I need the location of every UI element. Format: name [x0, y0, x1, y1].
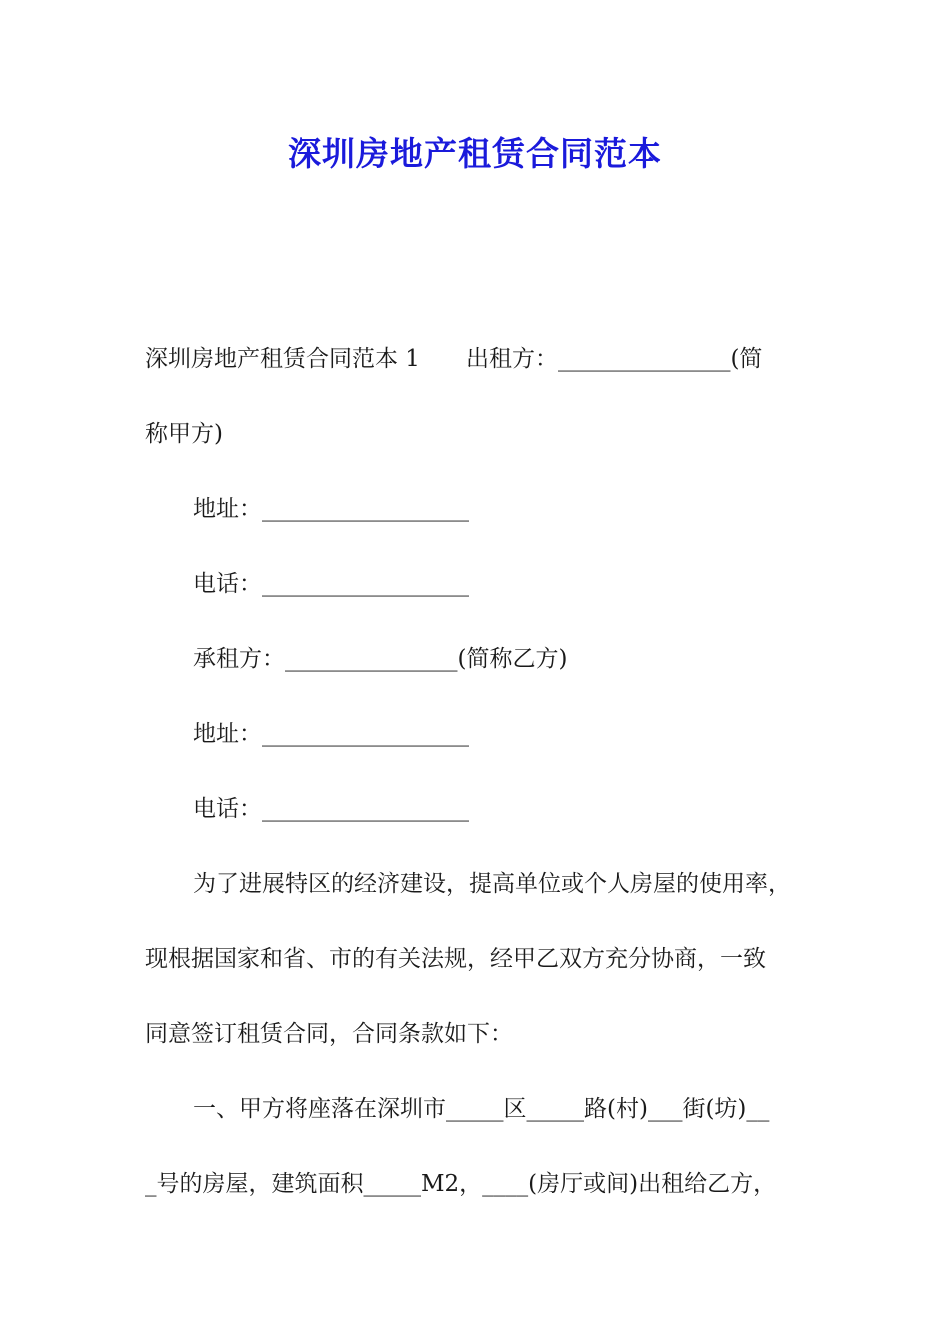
lessee-phone-line: 电话：__________________ [193, 796, 469, 822]
lessee-address-line: 地址：__________________ [193, 721, 469, 747]
lessor-abbrev-line: 称甲方) [145, 421, 223, 447]
preamble-line-1: 为了进展特区的经济建设，提高单位或个人房屋的使用率， [193, 871, 791, 897]
preamble-line-3: 同意签订租赁合同，合同条款如下： [145, 1021, 513, 1047]
lessor-address-line: 地址：__________________ [193, 496, 469, 522]
lessor-line: 深圳房地产租赁合同范本 1 出租方：_______________(简 [145, 346, 763, 372]
clause-1-line-2: _号的房屋，建筑面积_____M2，____(房厅或间)出租给乙方， [145, 1171, 777, 1197]
preamble-line-2: 现根据国家和省、市的有关法规，经甲乙双方充分协商，一致 [145, 946, 766, 972]
clause-1-line-1: 一、甲方将座落在深圳市_____区_____路(村)___街(坊)__ [193, 1096, 770, 1122]
lessee-line: 承租方：_______________(简称乙方) [193, 646, 568, 672]
document-title: 深圳房地产租赁合同范本 [288, 134, 662, 173]
lessor-phone-line: 电话：__________________ [193, 571, 469, 597]
